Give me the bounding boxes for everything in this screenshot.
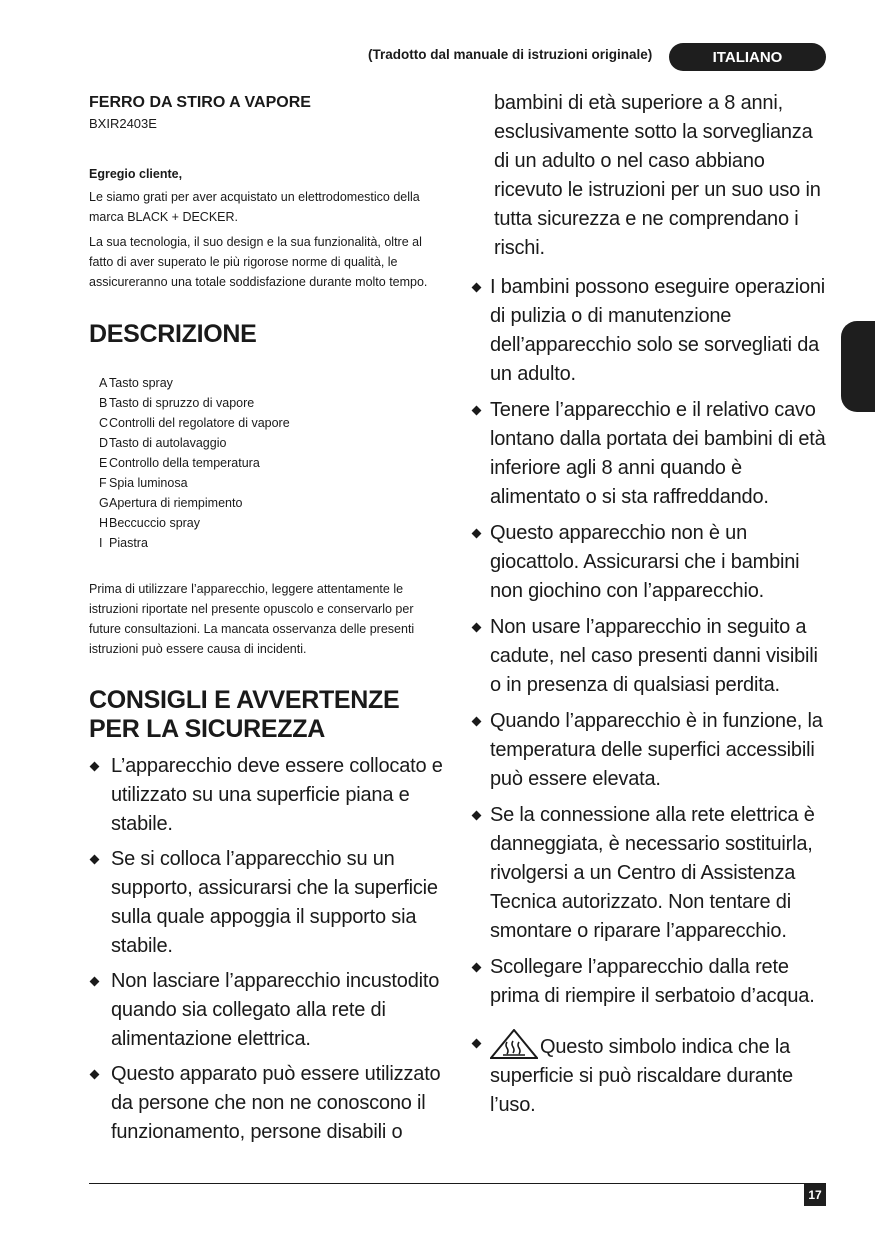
bullet-icon bbox=[472, 623, 482, 633]
footer-rule bbox=[89, 1183, 826, 1184]
list-item bbox=[99, 433, 447, 453]
part-key: D bbox=[99, 436, 109, 450]
consigli-heading-line-2: PER LA SICUREZZA bbox=[89, 715, 325, 743]
safety-list-left bbox=[89, 752, 447, 1147]
bullet-text: Questo apparecchio non è un giocattolo. Assicurarsi che i bambini non giochino con l’apparecchio. bbox=[490, 522, 800, 602]
bullet-icon bbox=[472, 283, 482, 293]
bullet-icon bbox=[90, 855, 100, 865]
list-item bbox=[99, 373, 447, 393]
bullet-icon bbox=[90, 762, 100, 772]
list-item bbox=[99, 453, 447, 473]
intro-greeting: Egregio cliente, bbox=[89, 167, 183, 181]
list-item bbox=[99, 493, 447, 513]
bullet-icon bbox=[472, 406, 482, 416]
bullet-continuation: bambini di età superiore a 8 anni, esclusivamente sotto la sorveglianza di un adulto o nel caso abbiano ricevuto le istruzioni per un suo uso in tutta sicurezza e ne comprendano i rischi. bbox=[494, 92, 821, 259]
list-item bbox=[89, 1060, 447, 1147]
list-item bbox=[470, 273, 832, 389]
list-item bbox=[99, 533, 447, 553]
bullet-icon bbox=[472, 1039, 482, 1049]
list-item bbox=[89, 845, 447, 961]
list-item bbox=[99, 513, 447, 533]
part-label: Controlli del regolatore di vapore bbox=[109, 416, 290, 430]
page-number: 17 bbox=[804, 1184, 826, 1206]
bullet-text: Tenere l’apparecchio e il relativo cavo lontano dalla portata dei bambini di età inferiore agli 8 anni quando è alimentato o si sta raffreddando. bbox=[490, 399, 826, 508]
bullet-text: Questo apparato può essere utilizzato da persone che non ne conoscono il funzionamento, persone disabili o bbox=[111, 1063, 441, 1143]
bullet-text: Scollegare l’apparecchio dalla rete prima di riempire il serbatoio d’acqua. bbox=[490, 956, 815, 1007]
list-item bbox=[99, 393, 447, 413]
part-key: H bbox=[99, 516, 109, 530]
consigli-heading bbox=[89, 686, 447, 744]
part-label: Controllo della temperatura bbox=[109, 456, 260, 470]
descrizione-heading: DESCRIZIONE bbox=[89, 320, 257, 348]
part-label: Tasto di autolavaggio bbox=[109, 436, 227, 450]
safety-list-right bbox=[470, 273, 832, 1120]
bullet-text: I bambini possono eseguire operazioni di pulizia o di manutenzione dell’apparecchio solo se sorvegliati da un adulto. bbox=[490, 276, 826, 385]
part-key: A bbox=[99, 376, 108, 390]
section-side-tab bbox=[841, 321, 875, 412]
left-column bbox=[89, 93, 447, 1153]
product-model: BXIR2403E bbox=[89, 116, 157, 131]
bullet-text: Quando l’apparecchio è in funzione, la temperatura delle superfici accessibili può essere elevata. bbox=[490, 710, 823, 790]
bullet-text: Se si colloca l’apparecchio su un supporto, assicurarsi che la superficie sulla quale appoggia il supporto sia stabile. bbox=[111, 848, 438, 957]
part-label: Tasto spray bbox=[109, 376, 173, 390]
header-translation-note: (Tradotto dal manuale di istruzioni originale) bbox=[368, 47, 653, 62]
intro-paragraph-1: Le siamo grati per aver acquistato un elettrodomestico della marca BLACK + DECKER. bbox=[89, 190, 420, 224]
part-label: Tasto di spruzzo di vapore bbox=[109, 396, 255, 410]
part-key: C bbox=[99, 416, 109, 430]
part-key: B bbox=[99, 396, 108, 410]
list-item bbox=[470, 519, 832, 606]
part-label: Piastra bbox=[109, 536, 148, 550]
prima-note: Prima di utilizzare l’apparecchio, leggere attentamente le istruzioni riportate nel presente opuscolo e conservarlo per future consultazioni. La mancata osservanza delle presenti istruzioni può essere causa di incidenti. bbox=[89, 582, 415, 656]
bullet-text: Non usare l’apparecchio in seguito a cadute, nel caso presenti danni visibili o in presenza di qualsiasi perdita. bbox=[490, 616, 818, 696]
hot-surface-warning-icon bbox=[490, 1029, 538, 1059]
part-label: Beccuccio spray bbox=[109, 516, 201, 530]
list-item bbox=[89, 967, 447, 1054]
part-label: Apertura di riempimento bbox=[109, 496, 243, 510]
bullet-icon bbox=[472, 963, 482, 973]
bullet-icon bbox=[90, 1070, 100, 1080]
parts-list bbox=[99, 373, 447, 553]
part-key: E bbox=[99, 456, 108, 470]
consigli-heading-line-1: CONSIGLI E AVVERTENZE bbox=[89, 686, 400, 714]
bullet-text: Questo simbolo indica che la superficie si può riscaldare durante l’uso. bbox=[490, 1036, 793, 1116]
list-item bbox=[99, 413, 447, 433]
list-item bbox=[470, 1029, 832, 1120]
bullet-text: L’apparecchio deve essere collocato e utilizzato su una superficie piana e stabile. bbox=[111, 755, 443, 835]
language-badge: ITALIANO bbox=[669, 43, 826, 71]
list-item bbox=[99, 473, 447, 493]
bullet-icon bbox=[472, 717, 482, 727]
list-item bbox=[470, 396, 832, 512]
bullet-icon bbox=[472, 811, 482, 821]
part-key: I bbox=[99, 536, 103, 550]
list-item bbox=[470, 953, 832, 1011]
list-item bbox=[89, 752, 447, 839]
intro-paragraph-2: La sua tecnologia, il suo design e la sua funzionalità, oltre al fatto di aver superato le più rigorose norme di qualità, le assicureranno una totale soddisfazione durante molto tempo. bbox=[89, 235, 428, 289]
bullet-text: Se la connessione alla rete elettrica è danneggiata, è necessario sostituirla, rivolgersi a un Centro di Assistenza Tecnica autorizzato. Non tentare di smontare o riparare l’apparecchio. bbox=[490, 804, 815, 942]
list-item bbox=[470, 613, 832, 700]
part-key: F bbox=[99, 476, 107, 490]
part-key: G bbox=[99, 496, 109, 510]
bullet-icon bbox=[90, 977, 100, 987]
bullet-text: Non lasciare l’apparecchio incustodito quando sia collegato alla rete di alimentazione elettrica. bbox=[111, 970, 440, 1050]
product-title: FERRO DA STIRO A VAPORE bbox=[89, 94, 311, 111]
list-item bbox=[470, 801, 832, 946]
list-item bbox=[470, 707, 832, 794]
bullet-icon bbox=[472, 529, 482, 539]
part-label: Spia luminosa bbox=[109, 476, 188, 490]
right-column bbox=[470, 89, 832, 1127]
